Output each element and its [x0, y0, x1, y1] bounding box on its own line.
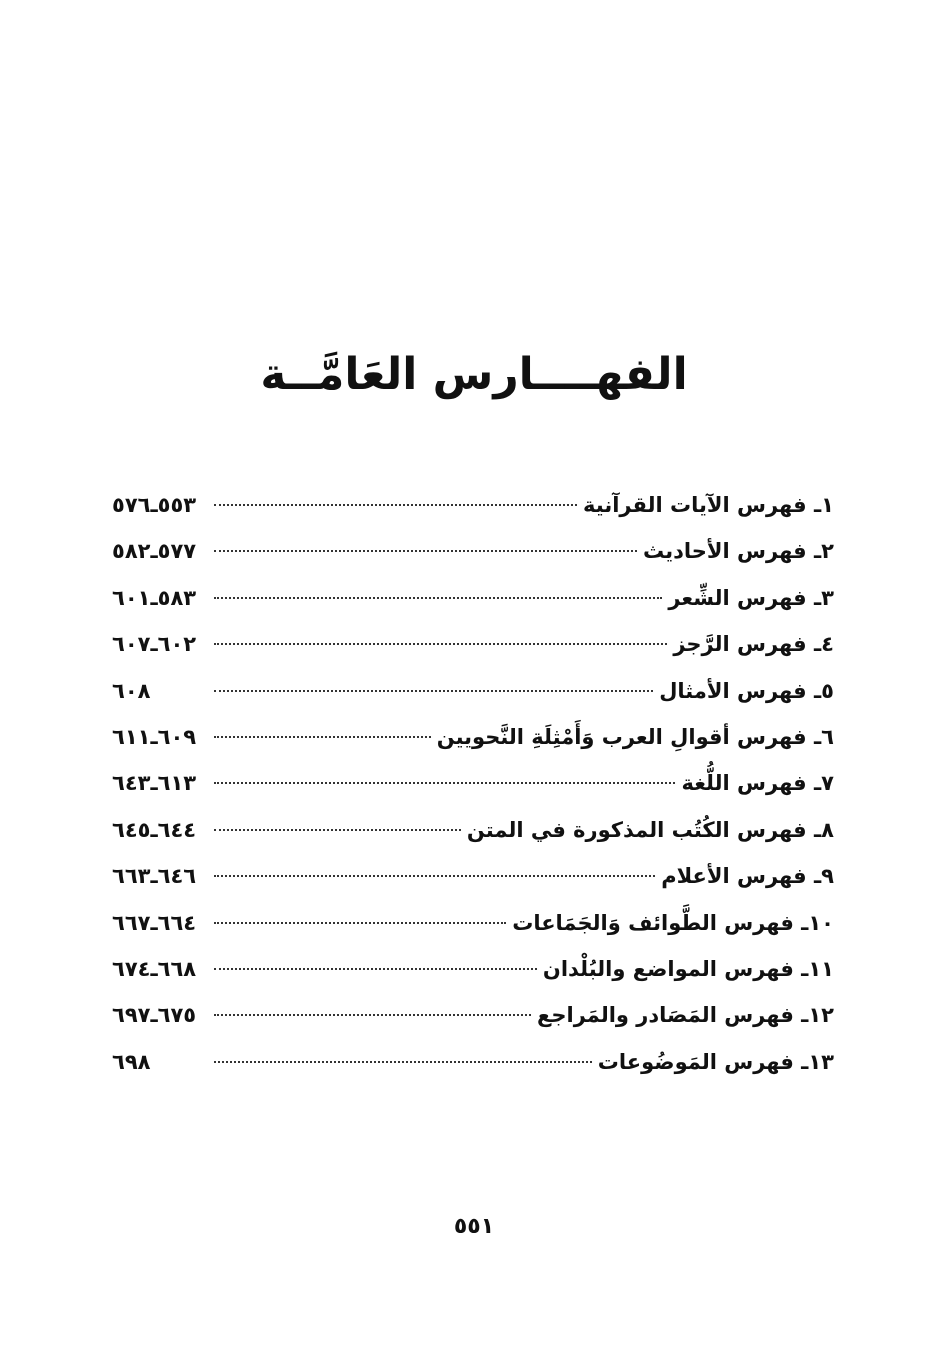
toc-entry-pages: ٥٥٣ـ٥٧٦	[112, 493, 197, 517]
toc-row[interactable]	[112, 1039, 834, 1085]
dot-leader	[214, 968, 537, 970]
dot-leader	[214, 829, 461, 831]
table-of-contents	[112, 482, 834, 1085]
dot-leader	[214, 1014, 531, 1016]
toc-row[interactable]	[112, 575, 834, 621]
toc-entry-pages: ٦٠٨	[112, 678, 151, 703]
toc-row[interactable]	[112, 992, 834, 1038]
dot-leader	[214, 643, 667, 645]
page-number: ٥٥١	[453, 1214, 495, 1239]
toc-entry-label: ٧ـ فهرس اللُّغة	[681, 771, 834, 796]
toc-entry-label: ٦ـ فهرس أقوالِ العرب وَأَمْثِلَةِ النَّحويين	[436, 724, 834, 749]
dot-leader	[214, 597, 662, 599]
toc-entry-label: ١٣ـ فهرس المَوضُوعات	[597, 1049, 834, 1074]
toc-entry-label: ٢ـ فهرس الأحاديث	[642, 539, 834, 564]
toc-entry-pages: ٦٦٤ـ٦٦٧	[112, 910, 197, 935]
dot-leader	[214, 782, 675, 784]
toc-entry-pages: ٥٨٣ـ٦٠١	[112, 585, 197, 610]
toc-entry-label: ١٢ـ فهرس المَصَادر والمَراجع	[537, 1003, 834, 1028]
toc-entry-pages: ٦٠٢ـ٦٠٧	[112, 632, 197, 657]
toc-row[interactable]	[112, 946, 834, 992]
toc-entry-label: ٨ـ فهرس الكُتُب المذكورة في المتن	[466, 817, 834, 842]
toc-entry-label: ١٠ـ فهرس الطَّوائف وَالجَمَاعات	[512, 910, 834, 935]
dot-leader	[214, 504, 577, 506]
toc-entry-label: ٣ـ فهرس الشِّعر	[668, 585, 834, 610]
toc-row[interactable]	[112, 482, 834, 528]
dot-leader	[214, 922, 506, 924]
toc-row[interactable]	[112, 900, 834, 946]
dot-leader	[214, 690, 653, 692]
toc-entry-pages: ٦٠٩ـ٦١١	[112, 724, 197, 749]
toc-entry-label: ٩ـ فهرس الأعلام	[661, 864, 834, 889]
toc-row[interactable]	[112, 760, 834, 806]
toc-entry-label: ١ـ فهرس الآيات القرآنية	[583, 493, 834, 517]
toc-entry-pages: ٦٤٦ـ٦٦٣	[112, 864, 197, 889]
toc-entry-pages: ٦٩٨	[112, 1049, 151, 1074]
page-title: الفهــــارس العَامَّــة	[260, 349, 688, 400]
toc-entry-label: ١١ـ فهرس المواضع والبُلْدان	[542, 956, 834, 981]
toc-entry-label: ٤ـ فهرس الرَّجز	[673, 632, 834, 657]
toc-entry-pages: ٦١٣ـ٦٤٣	[112, 771, 197, 796]
toc-row[interactable]	[112, 528, 834, 574]
toc-entry-pages: ٦٤٤ـ٦٤٥	[112, 817, 197, 842]
toc-entry-pages: ٦٧٥ـ٦٩٧	[112, 1003, 197, 1028]
toc-row[interactable]	[112, 807, 834, 853]
toc-row[interactable]	[112, 668, 834, 714]
toc-entry-pages: ٥٧٧ـ٥٨٢	[112, 539, 197, 564]
dot-leader	[214, 736, 431, 738]
dot-leader	[214, 875, 655, 877]
dot-leader	[214, 1061, 592, 1063]
toc-entry-label: ٥ـ فهرس الأمثال	[659, 678, 834, 703]
toc-row[interactable]	[112, 714, 834, 760]
toc-row[interactable]	[112, 853, 834, 899]
toc-row[interactable]	[112, 621, 834, 667]
toc-entry-pages: ٦٦٨ـ٦٧٤	[112, 956, 197, 981]
dot-leader	[214, 550, 637, 552]
